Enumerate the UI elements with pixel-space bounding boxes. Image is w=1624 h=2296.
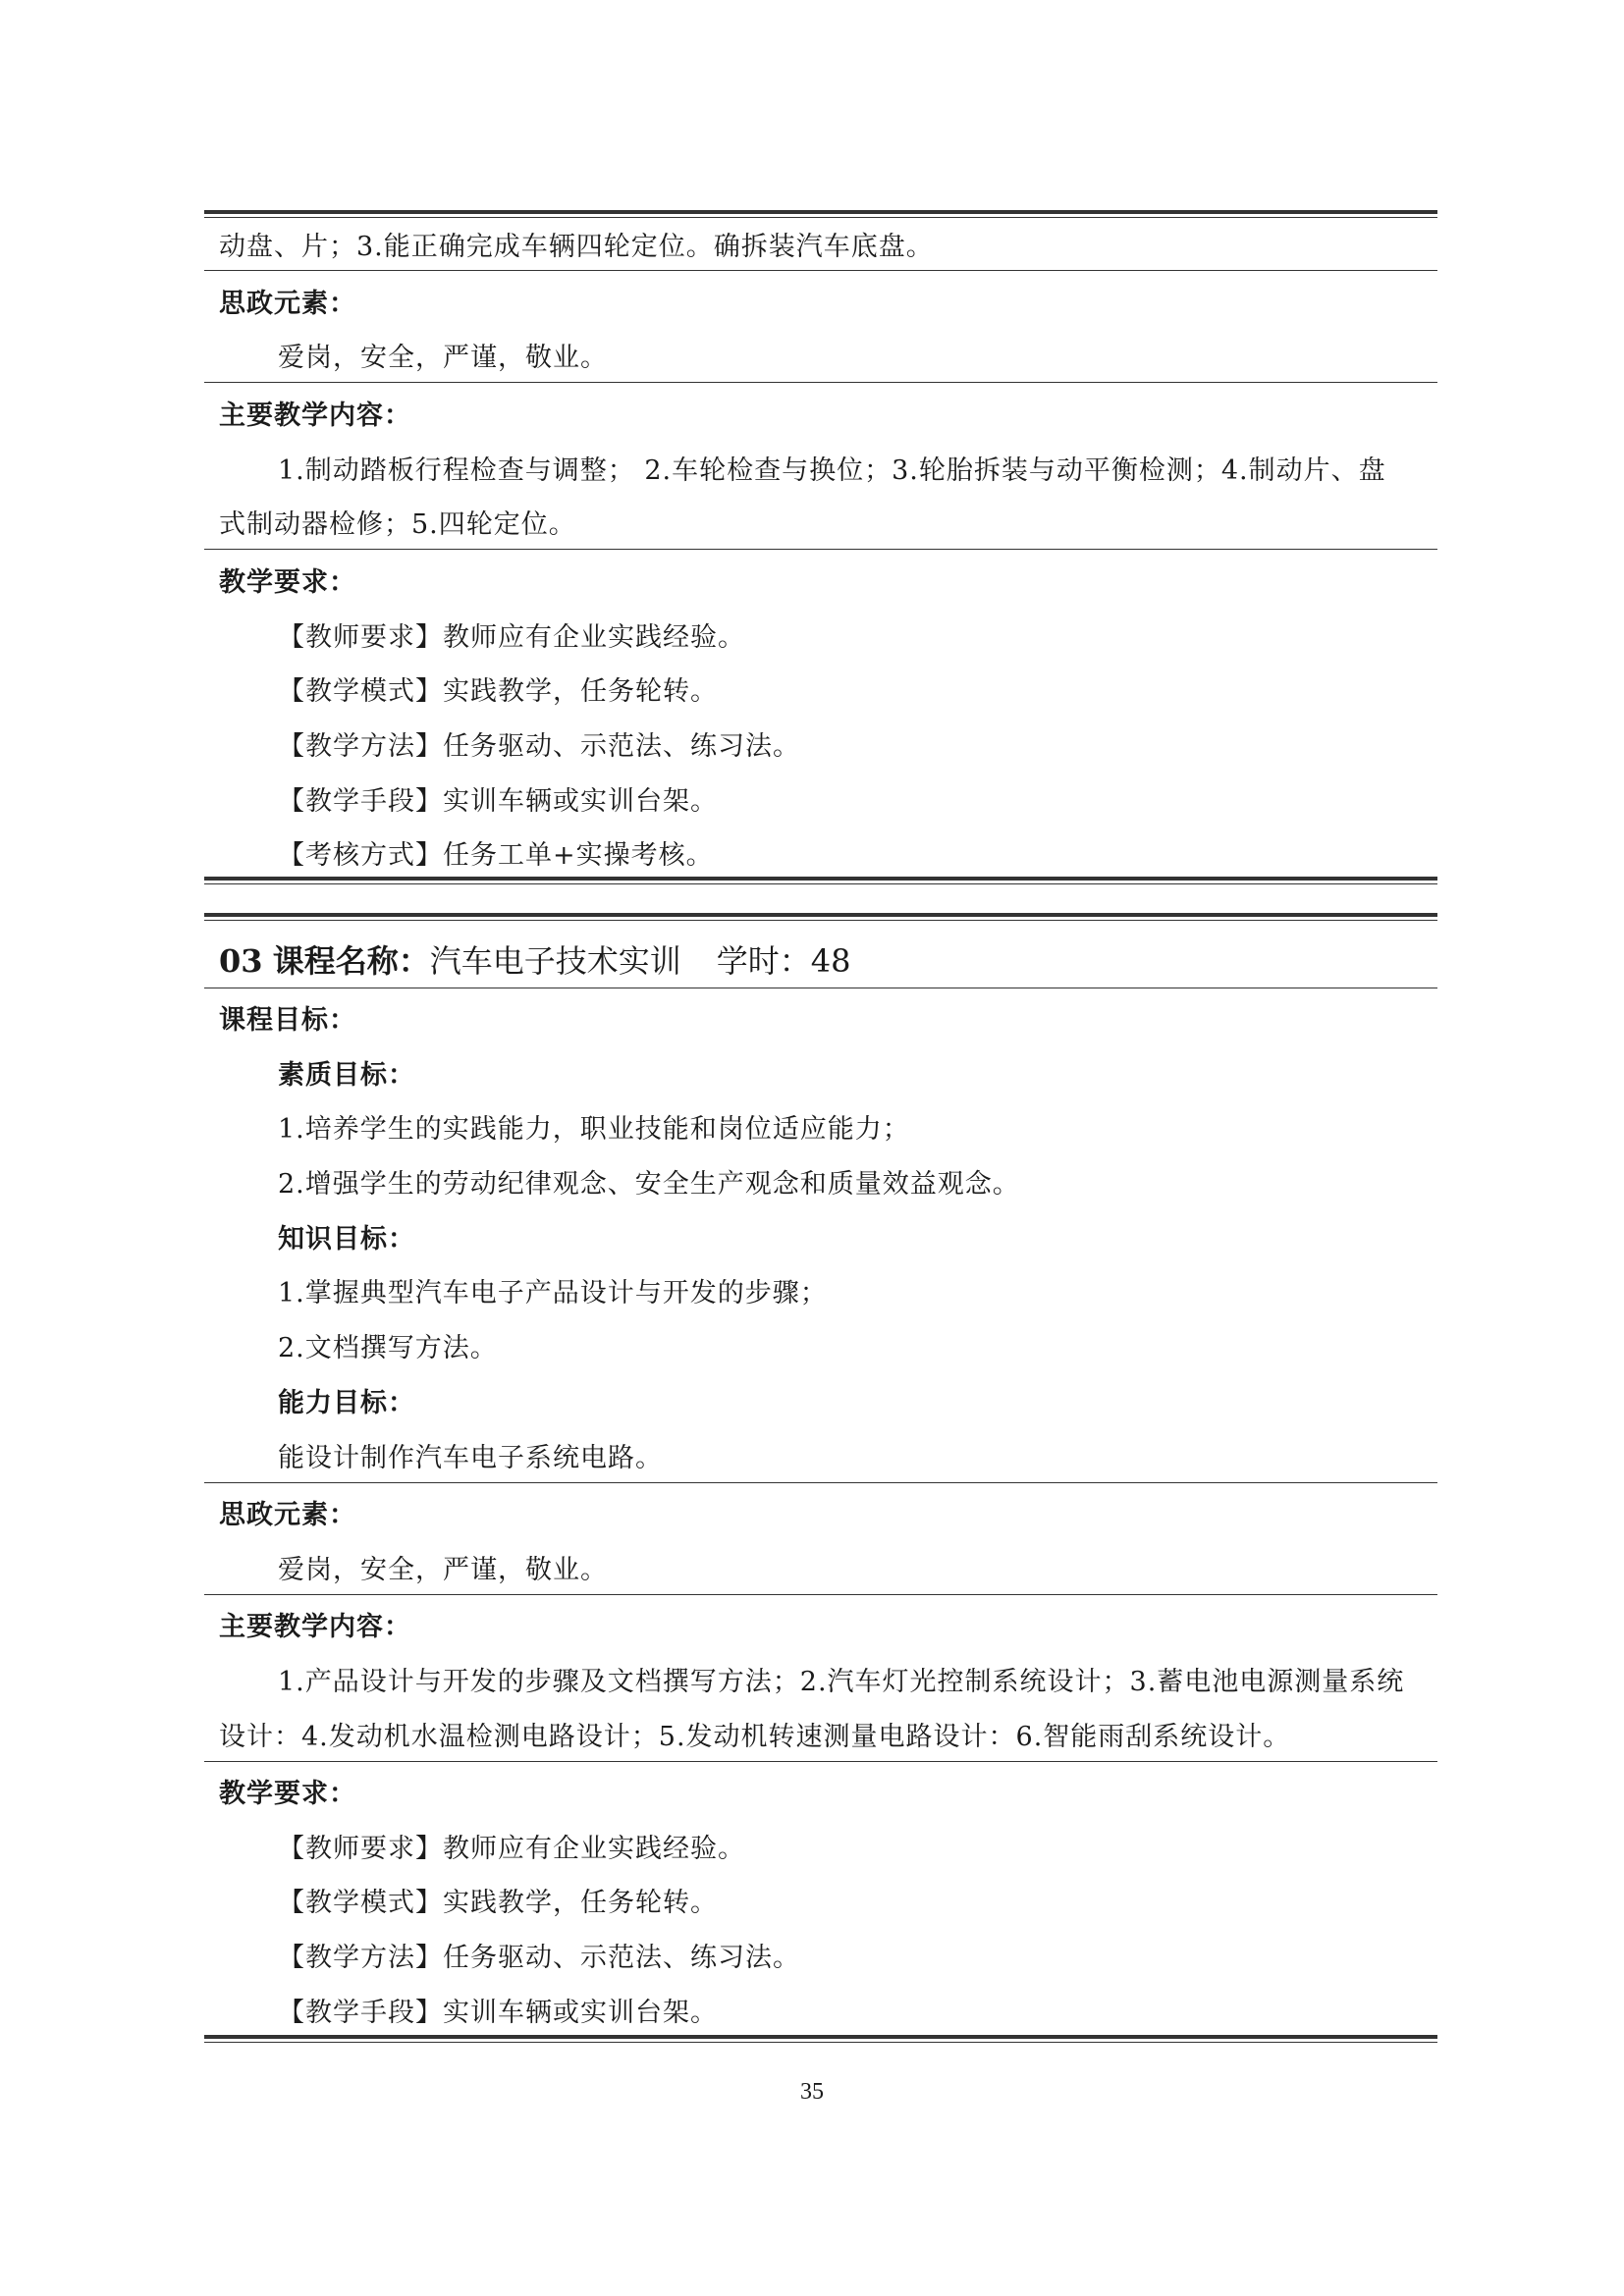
requirement-item: 【考核方式】任务工单+实操考核。	[278, 840, 714, 871]
ability-goal-item: 能设计制作汽车电子系统电路。	[278, 1443, 663, 1473]
table-top-rule	[204, 210, 1437, 218]
knowledge-goal-label: 知识目标：	[278, 1224, 415, 1255]
content-text-line-1: 1.产品设计与开发的步骤及文档撰写方法；2.汽车灯光控制系统设计；3.蓄电池电源测量系统	[278, 1667, 1405, 1697]
content-label: 主要教学内容：	[219, 1612, 411, 1642]
requirement-item: 【教学模式】实践教学，任务轮转。	[278, 1888, 718, 1918]
quality-goal-label: 素质目标：	[278, 1060, 415, 1091]
table-bottom-rule	[204, 2035, 1437, 2043]
quality-goal-item: 2.增强学生的劳动纪律观念、安全生产观念和质量效益观念。	[278, 1169, 1020, 1200]
course-goal-label: 课程目标：	[219, 1005, 356, 1036]
course-name-label: 课程名称：	[272, 942, 430, 980]
requirement-item: 【教学手段】实训车辆或实训台架。	[278, 786, 718, 817]
ideology-text: 爱岗，安全，严谨，敬业。	[278, 1555, 608, 1585]
content-label: 主要教学内容：	[219, 400, 411, 431]
table-bottom-rule	[204, 877, 1437, 884]
course-number: 03	[219, 942, 263, 980]
row-divider	[204, 1482, 1437, 1483]
course-name: 汽车电子技术实训	[429, 942, 681, 980]
requirement-item: 【教学模式】实践教学，任务轮转。	[278, 676, 718, 707]
course-title	[219, 938, 850, 984]
knowledge-goal-item: 2.文档撰写方法。	[278, 1333, 498, 1363]
page-number: 35	[800, 2079, 824, 2105]
ability-goal-label: 能力目标：	[278, 1388, 415, 1418]
row-divider	[204, 270, 1437, 271]
row-divider	[204, 549, 1437, 550]
row-divider	[204, 1594, 1437, 1595]
requirements-label: 教学要求：	[219, 567, 356, 598]
course-hours: 48	[810, 942, 851, 980]
quality-goal-item: 1.培养学生的实践能力，职业技能和岗位适应能力；	[278, 1114, 910, 1145]
requirement-item: 【教师要求】教师应有企业实践经验。	[278, 1834, 745, 1864]
ideology-label: 思政元素：	[219, 1500, 356, 1530]
row-divider	[204, 382, 1437, 383]
continued-ability-text: 动盘、片；3.能正确完成车辆四轮定位。确拆装汽车底盘。	[219, 232, 934, 262]
requirement-item: 【教学手段】实训车辆或实训台架。	[278, 1998, 718, 2028]
ideology-label: 思政元素：	[219, 289, 356, 319]
requirement-item: 【教学方法】任务驱动、示范法、练习法。	[278, 1943, 800, 1973]
requirement-item: 【教学方法】任务驱动、示范法、练习法。	[278, 731, 800, 762]
knowledge-goal-item: 1.掌握典型汽车电子产品设计与开发的步骤；	[278, 1278, 828, 1308]
ideology-text: 爱岗，安全，严谨，敬业。	[278, 343, 608, 373]
content-text-line-2: 设计：4.发动机水温检测电路设计；5.发动机转速测量电路设计：6.智能雨刮系统设计。	[219, 1722, 1291, 1752]
row-divider	[204, 1761, 1437, 1762]
course-hours-label: 学时：	[716, 942, 811, 980]
content-text-line-2: 式制动器检修；5.四轮定位。	[219, 509, 576, 540]
requirements-label: 教学要求：	[219, 1779, 356, 1809]
table-top-rule	[204, 913, 1437, 921]
requirement-item: 【教师要求】教师应有企业实践经验。	[278, 622, 745, 653]
content-text-line-1: 1.制动踏板行程检查与调整； 2.车轮检查与换位；3.轮胎拆装与动平衡检测；4.制动片、盘	[278, 455, 1386, 486]
